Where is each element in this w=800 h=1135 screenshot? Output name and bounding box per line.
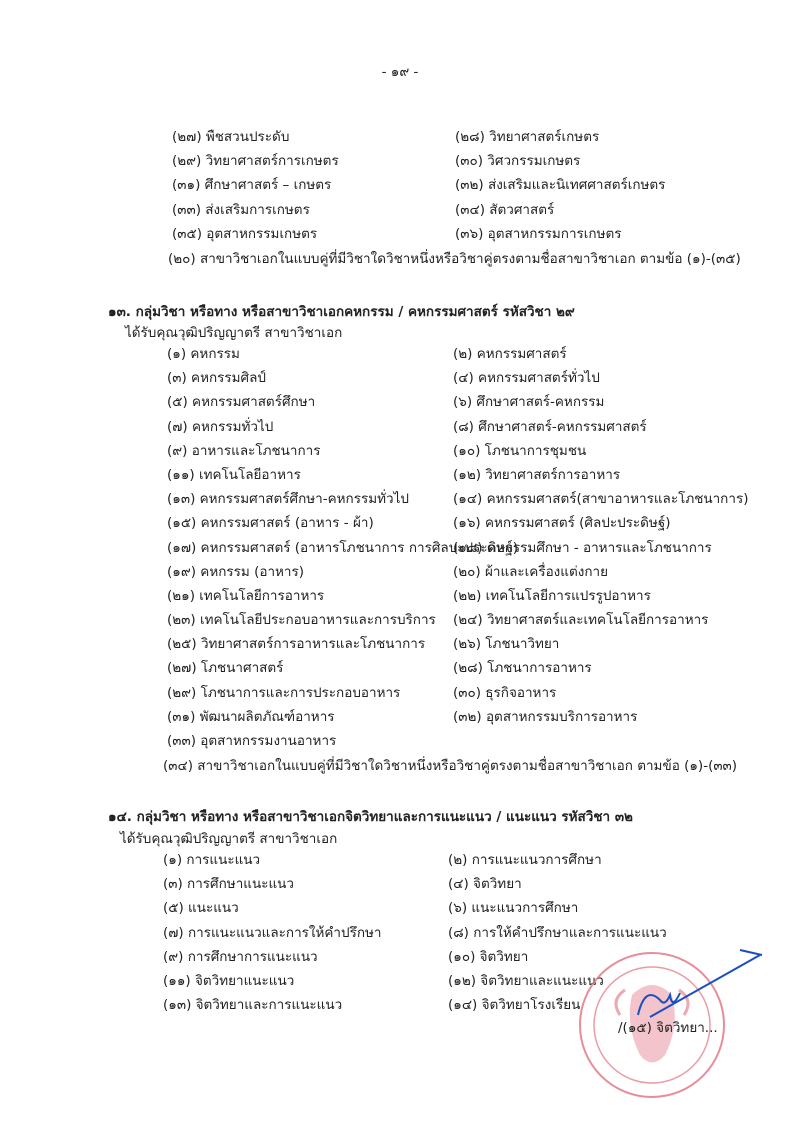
list-item: (๒) การแนะแนวการศึกษา bbox=[448, 852, 602, 868]
list-item: (๑) การแนะแนว bbox=[163, 852, 261, 868]
list-item: (๒๖) โภชนาวิทยา bbox=[453, 636, 560, 653]
list-item: (๑๕) คหกรรมศาสตร์ (อาหาร - ผ้า) bbox=[167, 515, 374, 532]
list-item: (๓๓) ส่งเสริมการเกษตร bbox=[172, 201, 310, 218]
list-item: (๖) ศึกษาศาสตร์-คหกรรม bbox=[453, 394, 605, 411]
list-item: (๑๓) จิตวิทยาและการแนะแนว bbox=[163, 997, 343, 1014]
list-item: (๓๕) อุตสาหกรรมเกษตร bbox=[172, 225, 318, 242]
list-item: (๖) แนะแนวการศึกษา bbox=[448, 900, 579, 917]
list-item: (๑๖) คหกรรมศาสตร์ (ศิลปะประดิษฐ์) bbox=[453, 515, 671, 532]
list-item: (๒๙) วิทยาศาสตร์การเกษตร bbox=[172, 153, 339, 170]
list-item: (๒๘) โภชนาการอาหาร bbox=[453, 660, 592, 677]
list-item: (๓๑) ศึกษาศาสตร์ – เกษตร bbox=[172, 177, 332, 194]
list-footer: (๒๐) สาขาวิชาเอกในแบบคู่ที่มีวิชาใดวิชาหนึ่งหรือวิชาคู่ตรงตามชื่อสาขาวิชาเอก ตามข้อ (๑)-(๓๕) bbox=[168, 251, 741, 267]
list-item: (๑๔) จิตวิทยาโรงเรียน bbox=[448, 997, 581, 1014]
list-item: (๓๓) อุตสาหกรรมงานอาหาร bbox=[167, 733, 337, 749]
list-item: (๒๑) เทคโนโลยีการอาหาร bbox=[167, 587, 325, 604]
list-item: (๙) อาหารและโภชนาการ bbox=[167, 442, 321, 459]
list-item: (๒๙) โภชนาการและการประกอบอาหาร bbox=[167, 684, 401, 701]
list-item: (๗) คหกรรมทั่วไป bbox=[167, 418, 274, 435]
list-item: (๒๒) เทคโนโลยีการแปรรูปอาหาร bbox=[453, 587, 651, 604]
list-item: (๔) คหกรรมศาสตร์ทั่วไป bbox=[453, 370, 600, 387]
list-item: (๔) จิตวิทยา bbox=[448, 876, 522, 893]
continuation-note: /(๑๕) จิตวิทยา... bbox=[618, 1020, 718, 1036]
list-item: (๒๗) โภชนาศาสตร์ bbox=[167, 660, 284, 677]
list-item: (๓๐) วิศวกรรมเกษตร bbox=[455, 153, 581, 170]
list-item: (๒๕) วิทยาศาสตร์การอาหารและโภชนาการ bbox=[167, 636, 426, 653]
list-item: (๒๘) วิทยาศาสตร์เกษตร bbox=[455, 129, 600, 145]
list-item: (๕) คหกรรมศาสตร์ศึกษา bbox=[167, 394, 316, 411]
list-item: (๑๑) เทคโนโลยีอาหาร bbox=[167, 466, 301, 483]
list-item: (๑๘) คหกรรมศึกษา - อาหารและโภชนาการ bbox=[453, 539, 712, 556]
section-13-footer: (๓๔) สาขาวิชาเอกในแบบคู่ที่มีวิชาใดวิชาหนึ่งหรือวิชาคู่ตรงตามชื่อสาขาวิชาเอก ตามข้อ (๑)-(๓๓) bbox=[163, 758, 738, 774]
official-seal-stamp bbox=[570, 945, 770, 1135]
list-item: (๓๔) สัตวศาสตร์ bbox=[455, 201, 555, 218]
list-item: (๒๐) ผ้าและเครื่องแต่งกาย bbox=[453, 563, 608, 580]
list-item: (๑๔) คหกรรมศาสตร์(สาขาอาหารและโภชนาการ) bbox=[453, 491, 749, 508]
list-item: (๑๗) คหกรรมศาสตร์ (อาหารโภชนาการ การศิลปะประดิษฐ์) bbox=[167, 539, 518, 556]
list-item: (๙) การศึกษาการแนะแนว bbox=[163, 948, 318, 965]
list-item: (๓) การศึกษาแนะแนว bbox=[163, 876, 294, 893]
list-item: (๑๒) วิทยาศาสตร์การอาหาร bbox=[453, 466, 621, 483]
list-item: (๑๒) จิตวิทยาและแนะแนว bbox=[448, 972, 604, 989]
list-item: (๓๒) อุตสาหกรรมบริการอาหาร bbox=[453, 708, 638, 725]
list-item: (๑๙) คหกรรม (อาหาร) bbox=[167, 563, 305, 580]
list-item: (๑) คหกรรม bbox=[167, 346, 240, 362]
list-item: (๑๐) โภชนาการชุมชน bbox=[453, 442, 587, 459]
section-14-heading: ๑๔. กลุ่มวิชา หรือทาง หรือสาขาวิชาเอกจิตวิทยาและการแนะแนว / แนะแนว รหัสวิชา ๓๒ bbox=[108, 809, 633, 825]
section-13-subheading: ได้รับคุณวุฒิปริญญาตรี สาขาวิชาเอก bbox=[125, 325, 343, 341]
list-item: (๗) การแนะแนวและการให้คำปรึกษา bbox=[163, 924, 382, 941]
list-item: (๑๑) จิตวิทยาแนะแนว bbox=[163, 972, 295, 989]
list-item: (๘) ศึกษาศาสตร์-คหกรรมศาสตร์ bbox=[453, 418, 647, 435]
list-item: (๓๒) ส่งเสริมและนิเทศศาสตร์เกษตร bbox=[455, 177, 666, 194]
list-item: (๑๓) คหกรรมศาสตร์ศึกษา-คหกรรมทั่วไป bbox=[167, 491, 409, 508]
list-item: (๒๗) พืชสวนประดับ bbox=[172, 129, 290, 145]
list-item: (๒๔) วิทยาศาสตร์และเทคโนโลยีการอาหาร bbox=[453, 612, 709, 629]
section-13-heading: ๑๓. กลุ่มวิชา หรือทาง หรือสาขาวิชาเอกคหกรรม / คหกรรมศาสตร์ รหัสวิชา ๒๙ bbox=[108, 304, 575, 320]
list-item: (๒) คหกรรมศาสตร์ bbox=[453, 346, 567, 362]
list-item: (๓๐) ธุรกิจอาหาร bbox=[453, 684, 557, 701]
list-item: (๘) การให้คำปรึกษาและการแนะแนว bbox=[448, 924, 667, 941]
list-item: (๕) แนะแนว bbox=[163, 900, 239, 917]
list-item: (๓๑) พัฒนาผลิตภัณฑ์อาหาร bbox=[167, 708, 335, 725]
list-item: (๑๐) จิตวิทยา bbox=[448, 948, 529, 965]
list-item: (๒๓) เทคโนโลยีประกอบอาหารและการบริการ bbox=[167, 612, 436, 629]
list-item: (๓) คหกรรมศิลป์ bbox=[167, 370, 266, 387]
list-item: (๓๖) อุตสาหกรรมการเกษตร bbox=[455, 225, 622, 242]
section-14-subheading: ได้รับคุณวุฒิปริญญาตรี สาขาวิชาเอก bbox=[120, 831, 338, 847]
page-number: - ๑๙ - bbox=[381, 64, 419, 80]
